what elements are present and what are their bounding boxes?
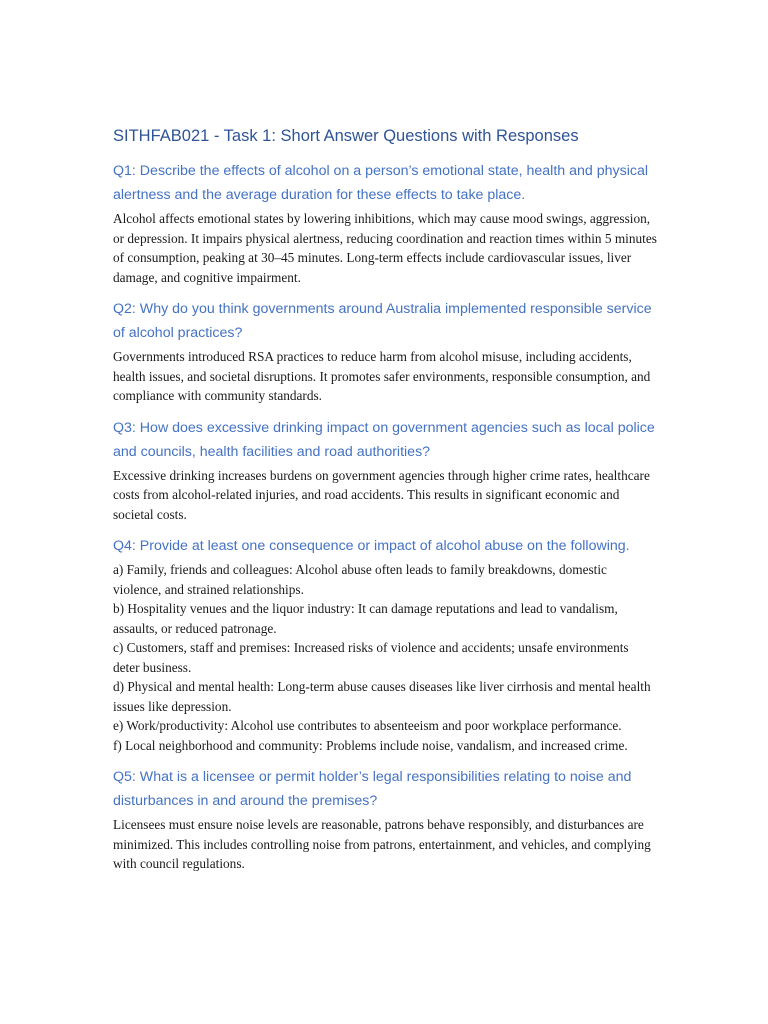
question-section-q1 (113, 159, 658, 287)
answer-text: Excessive drinking increases burdens on government agencies through higher crime rates, healthcare costs from alcohol-related injuries, and road accidents. This results in significant economic and societal costs. (113, 467, 650, 522)
answer-text: Governments introduced RSA practices to reduce harm from alcohol misuse, including accidents, health issues, and societal disruptions. It promotes safer environments, responsible consumption, and compliance with community standards. (113, 349, 651, 403)
question-section-q3 (113, 416, 658, 525)
answer-list-item: e) Work/productivity: Alcohol use contributes to absenteeism and poor workplace performance. (113, 718, 622, 733)
question-heading: Q3: How does excessive drinking impact on government agencies such as local police and councils, health facilities and road authorities? (113, 419, 655, 460)
answer-text: Licensees must ensure noise levels are reasonable, patrons behave responsibly, and disturbances are minimized. This includes controlling noise from patrons, entertainment, and vehicles, and complying with council regulations. (113, 817, 651, 871)
question-heading: Q4: Provide at least one consequence or impact of alcohol abuse on the following. (113, 538, 630, 554)
question-heading: Q5: What is a licensee or permit holder’s legal responsibilities relating to noise and disturbances in and around the premises? (113, 769, 632, 809)
answer-list-item: d) Physical and mental health: Long-term abuse causes diseases like liver cirrhosis and mental health issues like depression. (113, 679, 651, 714)
answer-list (113, 560, 658, 755)
question-section-q4 (113, 534, 658, 755)
question-heading: Q2: Why do you think governments around Australia implemented responsible service of alcohol practices? (113, 301, 652, 341)
document-title: SITHFAB021 - Task 1: Short Answer Questions with Responses (113, 127, 579, 145)
document-content (113, 125, 658, 884)
answer-list-item: b) Hospitality venues and the liquor industry: It can damage reputations and lead to vandalism, assaults, or reduced patronage. (113, 601, 618, 636)
answer-list-item: f) Local neighborhood and community: Problems include noise, vandalism, and increased crime. (113, 737, 628, 753)
question-section-q5 (113, 765, 658, 874)
answer-list-item: c) Customers, staff and premises: Increased risks of violence and accidents; unsafe environments deter business. (113, 640, 629, 675)
question-section-q2 (113, 297, 658, 406)
answer-list-item: a) Family, friends and colleagues: Alcohol abuse often leads to family breakdowns, domestic violence, and strained relationships. (113, 562, 607, 597)
question-heading: Q1: Describe the effects of alcohol on a person’s emotional state, health and physical alertness and the average duration for these effects to take place. (113, 163, 648, 203)
answer-text: Alcohol affects emotional states by lowering inhibitions, which may cause mood swings, aggression, or depression. It impairs physical alertness, reducing coordination and reaction times within 5 minutes of consumption, peaking at 30–45 minutes. Long-term effects include cardiovascular issues, liver damage, and cognitive impairment. (113, 211, 657, 285)
